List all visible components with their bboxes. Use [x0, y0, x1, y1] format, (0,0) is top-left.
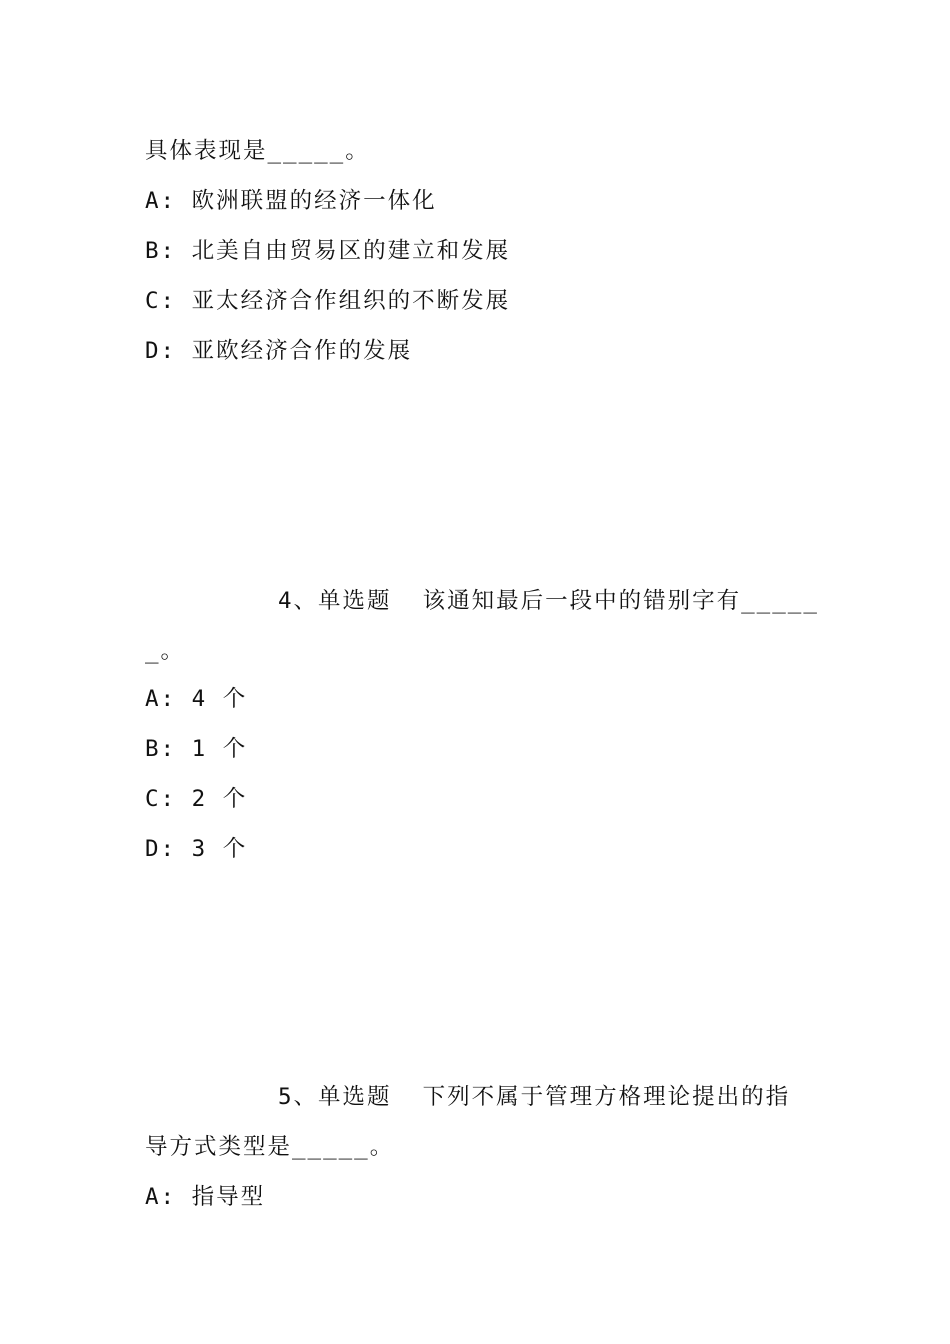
option-a: A: 指导型: [145, 1184, 266, 1210]
option-d: D: 3 个: [145, 836, 248, 862]
option-a: A: 4 个: [145, 686, 248, 712]
option-b: B: 北美自由贸易区的建立和发展: [145, 238, 511, 264]
option-d: D: 亚欧经济合作的发展: [145, 338, 413, 364]
option-a: A: 欧洲联盟的经济一体化: [145, 188, 437, 214]
option-b: B: 1 个: [145, 736, 248, 762]
question-stem: 具体表现是_____。: [145, 138, 370, 164]
question-stem-continued: _。: [145, 638, 186, 664]
question-stem: 5、单选题 下列不属于管理方格理论提出的指: [278, 1084, 791, 1110]
option-c: C: 亚太经济合作组织的不断发展: [145, 288, 511, 314]
question-stem: 4、单选题 该通知最后一段中的错别字有_____: [278, 588, 819, 614]
option-c: C: 2 个: [145, 786, 248, 812]
question-stem-continued: 导方式类型是_____。: [145, 1134, 395, 1160]
